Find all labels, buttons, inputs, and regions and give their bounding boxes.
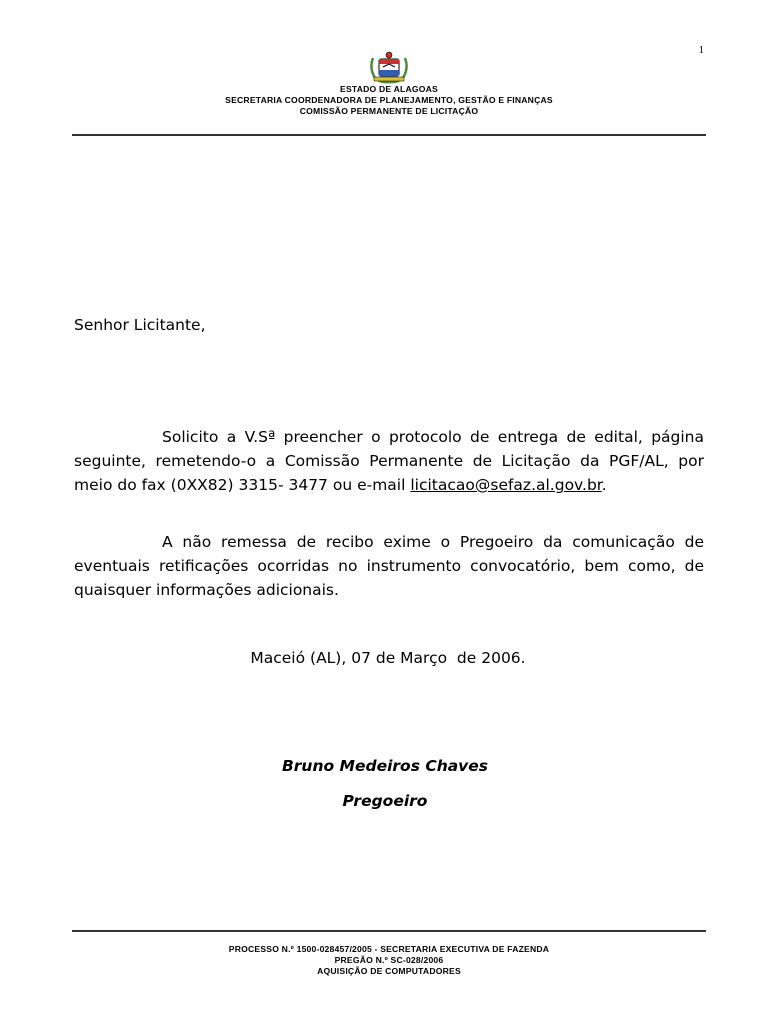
- signature-role: Pregoeiro: [342, 792, 428, 810]
- salutation: Senhor Licitante,: [74, 316, 206, 334]
- header-commission: COMISSÃO PERMANENTE DE LICITAÇÃO: [299, 106, 479, 116]
- letter-date: Maceió (AL), 07 de Março de 2006.: [250, 649, 526, 667]
- paragraph-notice: [74, 530, 704, 602]
- footer-divider: [72, 930, 706, 932]
- document-header: [72, 50, 706, 117]
- paragraph-request-end: .: [601, 476, 607, 494]
- paragraph-request: [74, 425, 704, 497]
- email-link[interactable]: licitacao@sefaz.al.gov.br: [410, 476, 602, 494]
- state-crest-icon: [367, 50, 411, 84]
- paragraph-request-text: Solicito a V.Sª preencher o protocolo de entrega de edital, página seguinte, remetendo-o a Comissão Permanente de Licitação da PGF/AL, por meio do fax (0XX82) 3315- 3477 ou e-mail: [74, 428, 704, 494]
- document-footer: [72, 944, 706, 977]
- paragraph-notice-text: A não remessa de recibo exime o Pregoeiro da comunicação de eventuais retificações ocorridas no instrumento convocatório, bem como, de quaisquer informações adicionais.: [74, 533, 704, 599]
- page-number: 1: [698, 44, 704, 56]
- header-divider: [72, 134, 706, 136]
- header-state: ESTADO DE ALAGOAS: [340, 84, 438, 94]
- signature-name: Bruno Medeiros Chaves: [281, 757, 489, 775]
- footer-subject: AQUISIÇÃO DE COMPUTADORES: [317, 966, 461, 976]
- footer-auction: PREGÃO N.º SC-028/2006: [334, 955, 444, 965]
- header-secretariat: SECRETARIA COORDENADORA DE PLANEJAMENTO, GESTÃO E FINANÇAS: [225, 95, 553, 105]
- footer-process: PROCESSO N.º 1500-028457/2005 - SECRETARIA EXECUTIVA DE FAZENDA: [228, 944, 550, 954]
